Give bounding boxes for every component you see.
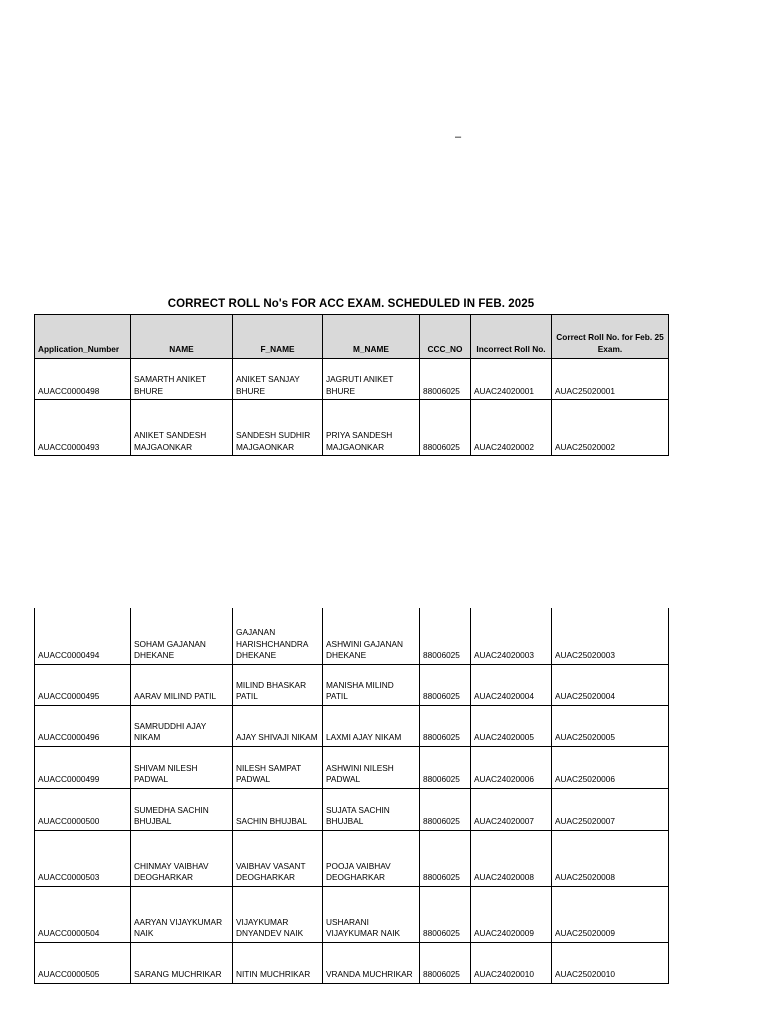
cell-name: ANIKET SANDESH MAJGAONKAR [131,400,233,456]
cell-father-name: VAIBHAV VASANT DEOGHARKAR [233,830,323,886]
cell-father-name: NITIN MUCHRIKAR [233,942,323,983]
cell-application-number: AUACC0000496 [35,705,131,746]
cell-incorrect-roll-no: AUAC24020010 [471,942,552,983]
cell-application-number: AUACC0000504 [35,886,131,942]
cell-incorrect-roll-no: AUAC24020003 [471,608,552,664]
cell-name: SUMEDHA SACHIN BHUJBAL [131,788,233,830]
cell-incorrect-roll-no: AUAC24020008 [471,830,552,886]
cell-application-number: AUACC0000499 [35,746,131,788]
cell-ccc-no: 88006025 [420,400,471,456]
cell-application-number: AUACC0000498 [35,359,131,400]
cell-father-name: SACHIN BHUJBAL [233,788,323,830]
cell-mother-name: MANISHA MILIND PATIL [323,664,420,705]
cell-application-number: AUACC0000493 [35,400,131,456]
table-row [35,746,669,788]
cell-mother-name: POOJA VAIBHAV DEOGHARKAR [323,830,420,886]
table-row [35,830,669,886]
cell-application-number: AUACC0000505 [35,942,131,983]
cell-ccc-no: 88006025 [420,359,471,400]
cell-father-name: GAJANAN HARISHCHANDRA DHEKANE [233,608,323,664]
cell-ccc-no: 88006025 [420,746,471,788]
table-row [35,942,669,983]
cell-incorrect-roll-no: AUAC24020009 [471,886,552,942]
cell-mother-name: SUJATA SACHIN BHUJBAL [323,788,420,830]
cell-mother-name: LAXMI AJAY NIKAM [323,705,420,746]
cell-name: SOHAM GAJANAN DHEKANE [131,608,233,664]
cell-father-name: AJAY SHIVAJI NIKAM [233,705,323,746]
cell-application-number: AUACC0000494 [35,608,131,664]
cell-application-number: AUACC0000495 [35,664,131,705]
cell-name: AARAV MILIND PATIL [131,664,233,705]
cell-correct-roll-no: AUAC25020007 [552,788,669,830]
cell-name: SAMARTH ANIKET BHURE [131,359,233,400]
cell-correct-roll-no: AUAC25020004 [552,664,669,705]
cell-application-number: AUACC0000500 [35,788,131,830]
table-row [35,788,669,830]
header-application-number: Application_Number [35,315,131,359]
cell-application-number: AUACC0000503 [35,830,131,886]
cell-ccc-no: 88006025 [420,608,471,664]
cell-name: CHINMAY VAIBHAV DEOGHARKAR [131,830,233,886]
cell-name: SHIVAM NILESH PADWAL [131,746,233,788]
cell-correct-roll-no: AUAC25020003 [552,608,669,664]
cell-mother-name: PRIYA SANDESH MAJGAONKAR [323,400,420,456]
header-incorrect-roll-no: Incorrect Roll No. [471,315,552,359]
cell-ccc-no: 88006025 [420,886,471,942]
cell-ccc-no: 88006025 [420,942,471,983]
roll-number-table-bottom [34,608,669,984]
header-mother-name: M_NAME [323,315,420,359]
cell-father-name: VIJAYKUMAR DNYANDEV NAIK [233,886,323,942]
cell-father-name: ANIKET SANJAY BHURE [233,359,323,400]
cell-incorrect-roll-no: AUAC24020002 [471,400,552,456]
cell-incorrect-roll-no: AUAC24020005 [471,705,552,746]
header-name: NAME [131,315,233,359]
cell-mother-name: VRANDA MUCHRIKAR [323,942,420,983]
header-father-name: F_NAME [233,315,323,359]
cell-ccc-no: 88006025 [420,705,471,746]
cell-name: SAMRUDDHI AJAY NIKAM [131,705,233,746]
cell-incorrect-roll-no: AUAC24020007 [471,788,552,830]
table-row [35,705,669,746]
cell-correct-roll-no: AUAC25020001 [552,359,669,400]
cell-ccc-no: 88006025 [420,788,471,830]
table-row [35,359,669,400]
cell-correct-roll-no: AUAC25020010 [552,942,669,983]
cell-ccc-no: 88006025 [420,830,471,886]
roll-number-table-top [34,314,669,456]
table-row [35,608,669,664]
cell-name: SARANG MUCHRIKAR [131,942,233,983]
cell-mother-name: ASHWINI NILESH PADWAL [323,746,420,788]
cell-correct-roll-no: AUAC25020008 [552,830,669,886]
page-dash-mark: – [455,131,462,143]
cell-father-name: SANDESH SUDHIR MAJGAONKAR [233,400,323,456]
cell-correct-roll-no: AUAC25020009 [552,886,669,942]
cell-correct-roll-no: AUAC25020005 [552,705,669,746]
cell-mother-name: JAGRUTI ANIKET BHURE [323,359,420,400]
page-title: CORRECT ROLL No's FOR ACC EXAM. SCHEDULED IN FEB. 2025 [167,298,535,310]
cell-ccc-no: 88006025 [420,664,471,705]
cell-incorrect-roll-no: AUAC24020006 [471,746,552,788]
cell-name: AARYAN VIJAYKUMAR NAIK [131,886,233,942]
table-header-row [35,315,669,359]
cell-incorrect-roll-no: AUAC24020004 [471,664,552,705]
cell-mother-name: ASHWINI GAJANAN DHEKANE [323,608,420,664]
header-ccc-no: CCC_NO [420,315,471,359]
header-correct-roll-no: Correct Roll No. for Feb. 25 Exam. [552,315,669,359]
table-row [35,664,669,705]
cell-incorrect-roll-no: AUAC24020001 [471,359,552,400]
cell-father-name: MILIND BHASKAR PATIL [233,664,323,705]
cell-correct-roll-no: AUAC25020002 [552,400,669,456]
cell-mother-name: USHARANI VIJAYKUMAR NAIK [323,886,420,942]
cell-father-name: NILESH SAMPAT PADWAL [233,746,323,788]
table-row [35,400,669,456]
table-row [35,886,669,942]
cell-correct-roll-no: AUAC25020006 [552,746,669,788]
